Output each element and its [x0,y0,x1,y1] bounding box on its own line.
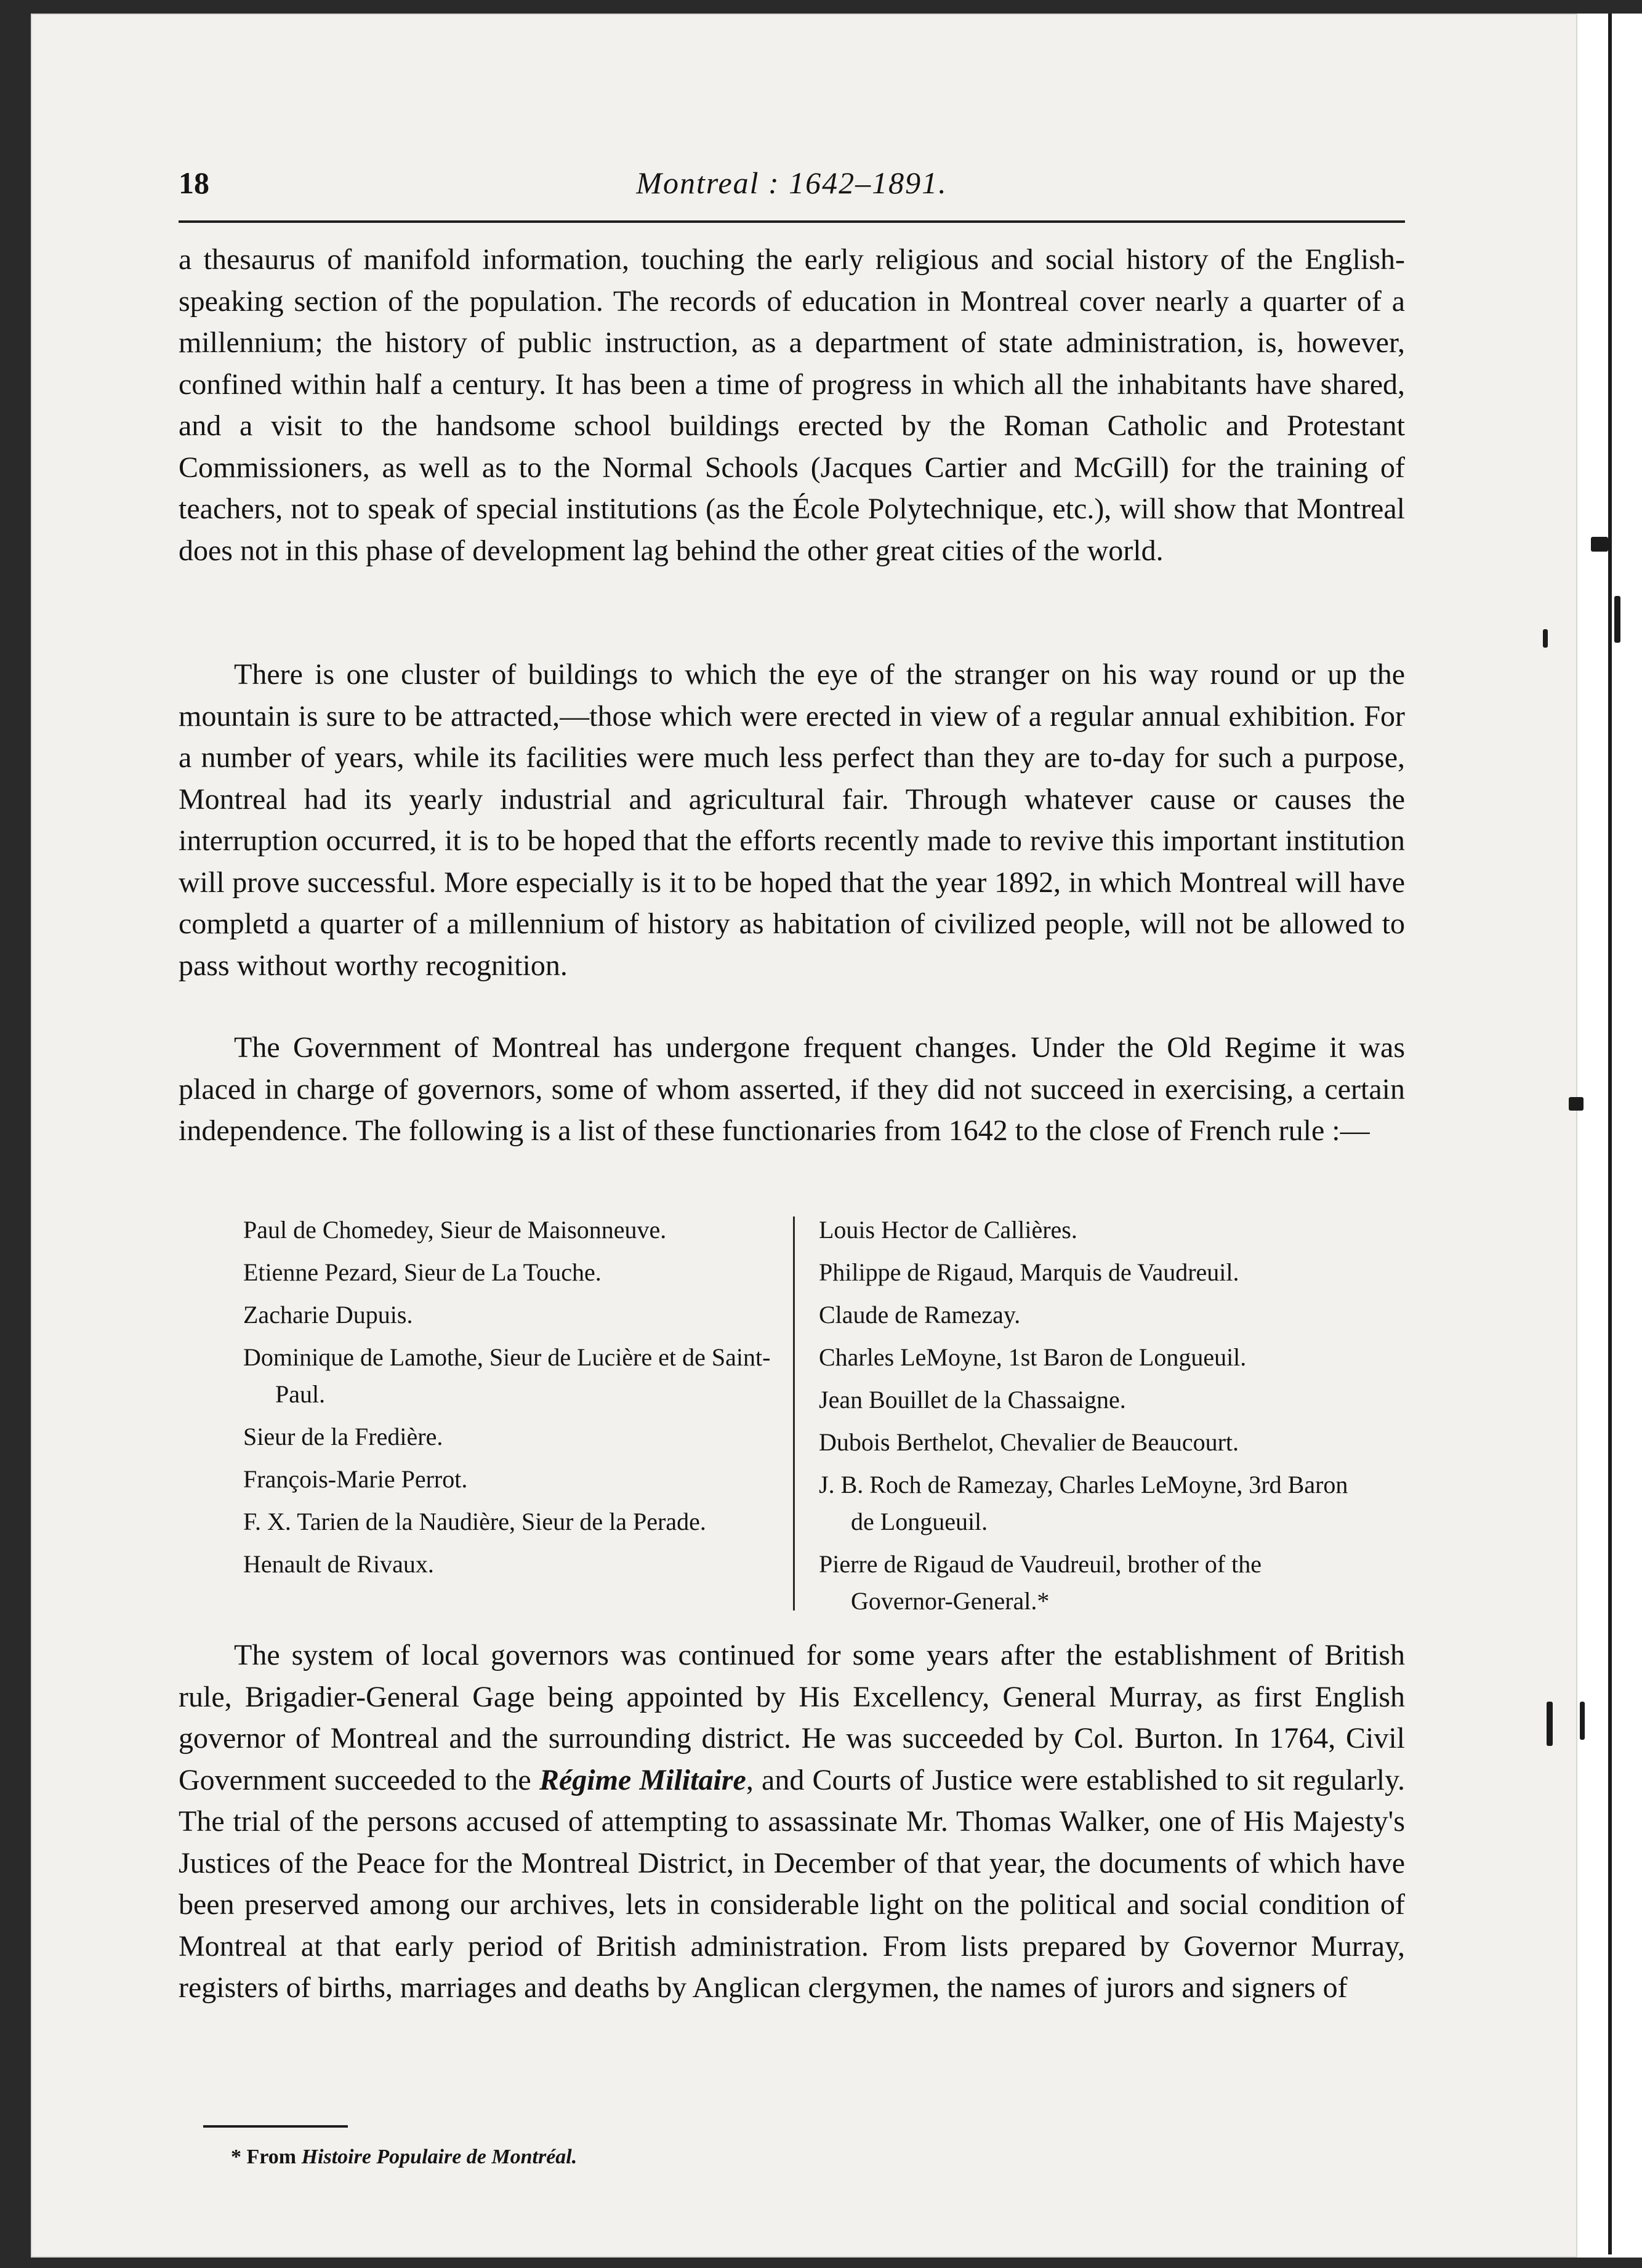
footnote-rule [203,2125,348,2128]
page-number: 18 [179,166,209,200]
header-rule [179,220,1405,223]
governor-entry: Zacharie Dupuis. [243,1301,413,1329]
edge-mark [1614,596,1620,643]
governors-left-column [243,1212,773,1588]
edge-mark [1569,1097,1584,1111]
column-divider [793,1216,795,1611]
page-header [179,165,1405,202]
governor-entry: Philippe de Rigaud, Marquis de Vaudreuil. [819,1258,1239,1286]
footnote-source: Histoire Populaire de Montréal. [301,2145,578,2168]
governor-entry: François-Marie Perrot. [243,1465,468,1493]
edge-mark [1547,1702,1553,1746]
governor-entry: Jean Bouillet de la Chassaigne. [819,1386,1126,1413]
paragraph-education: a thesaurus of manifold information, touching the early religious and social history of the English-speaking section of the population. The records of education in Montreal cover nearly a quarter of a millennium; the history of public instruction, as a department of state administration, is, however, confined within half a century. It has been a time of progress in which all the inhabitants have shared, and a visit to the handsome school buildings erected by the Roman Catholic and Protestant Commissioners, as well as to the Normal Schools (Jacques Cartier and McGill) for the training of teachers, not to speak of special institutions (as the École Polytechnique, etc.), will show that Montreal does not in this phase of development lag behind the other great cities of the world. [179,243,1405,567]
governors-list [243,1212,1351,1618]
binding-edge-line [1608,14,1612,2254]
governor-entry: Henault de Rivaux. [243,1550,434,1578]
governor-entry: F. X. Tarien de la Naudière, Sieur de la Perade. [243,1508,706,1535]
governors-right-column [819,1212,1348,1625]
governor-entry: Sieur de la Fredière. [243,1423,443,1450]
paragraph-exhibition: There is one cluster of buildings to which the eye of the stranger on his way round or up the mountain is sure to be attracted,—those which were erected in view of a regular annual exhibition. For a number of years, while its facilities were much less perfect than they are to-day for such a purpose, Montreal had its yearly industrial and agricultural fair. Through whatever cause or causes the interruption occurred, it is to be hoped that the efforts recently made to revive this important institution will prove successful. More especially is it to be hoped that the year 1892, in which Montreal will have completd a quarter of a millennium of history as habitation of civilized people, will not be allowed to pass without worthy recognition. [179,658,1405,982]
regime-militaire-term: Régime Militaire [539,1763,746,1796]
governor-entry: Louis Hector de Callières. [819,1216,1077,1244]
paragraph-british-rule [179,1635,1405,2009]
governor-entry: Paul de Chomedey, Sieur de Maisonneuve. [243,1216,667,1244]
governor-entry: Dominique de Lamothe, Sieur de Lucière et de Saint-Paul. [243,1343,771,1408]
running-title-text: Montreal : 1642–1891. [636,166,948,200]
edge-mark [1591,537,1608,552]
governor-entry: Charles LeMoyne, 1st Baron de Longueuil. [819,1343,1247,1371]
edge-mark [1543,629,1548,648]
paragraph-government: The Government of Montreal has undergone frequent changes. Under the Old Regime it was placed in charge of governors, some of whom asserted, if they did not succeed in exercising, a certain independence. The following is a list of these functionaries from 1642 to the close of French rule :— [179,1031,1405,1147]
governor-entry: Etienne Pezard, Sieur de La Touche. [243,1258,602,1286]
governor-entry: Dubois Berthelot, Chevalier de Beaucourt. [819,1428,1239,1456]
governor-entry: J. B. Roch de Ramezay, Charles LeMoyne, 3rd Baron de Longueuil. [819,1471,1348,1535]
governor-entry: Pierre de Rigaud de Vaudreuil, brother of the Governor-General.* [819,1550,1262,1615]
governor-entry: Claude de Ramezay. [819,1301,1021,1329]
paragraph-text: , and Courts of Justice were established to sit regularly. The trial of the persons accused of attempting to assassinate Mr. Thomas Walker, one of His Majesty's Justices of the Peace for the Montreal District, in December of that year, the documents of which have been preserved among our archives, lets in considerable light on the political and social condition of Montreal at that early period of British administration. From lists prepared by Governor Murray, registers of births, marriages and deaths by Anglican clergymen, the names of jurors and signers of [179,1763,1406,2004]
running-title [179,165,1405,201]
footnote-prefix: * From [231,2145,302,2168]
edge-mark [1580,1702,1585,1740]
footnote [231,2145,577,2169]
paragraph-text: The system of local governors was continued for some years after the establishment of British rule, Brigadier-General Gage being appointed by His Excellency, General Murray, as first English governor of Montreal and the surrounding district. He was succeeded by Col. Burton. In 1764, Civil Government succeeded to the [179,1639,1405,1796]
